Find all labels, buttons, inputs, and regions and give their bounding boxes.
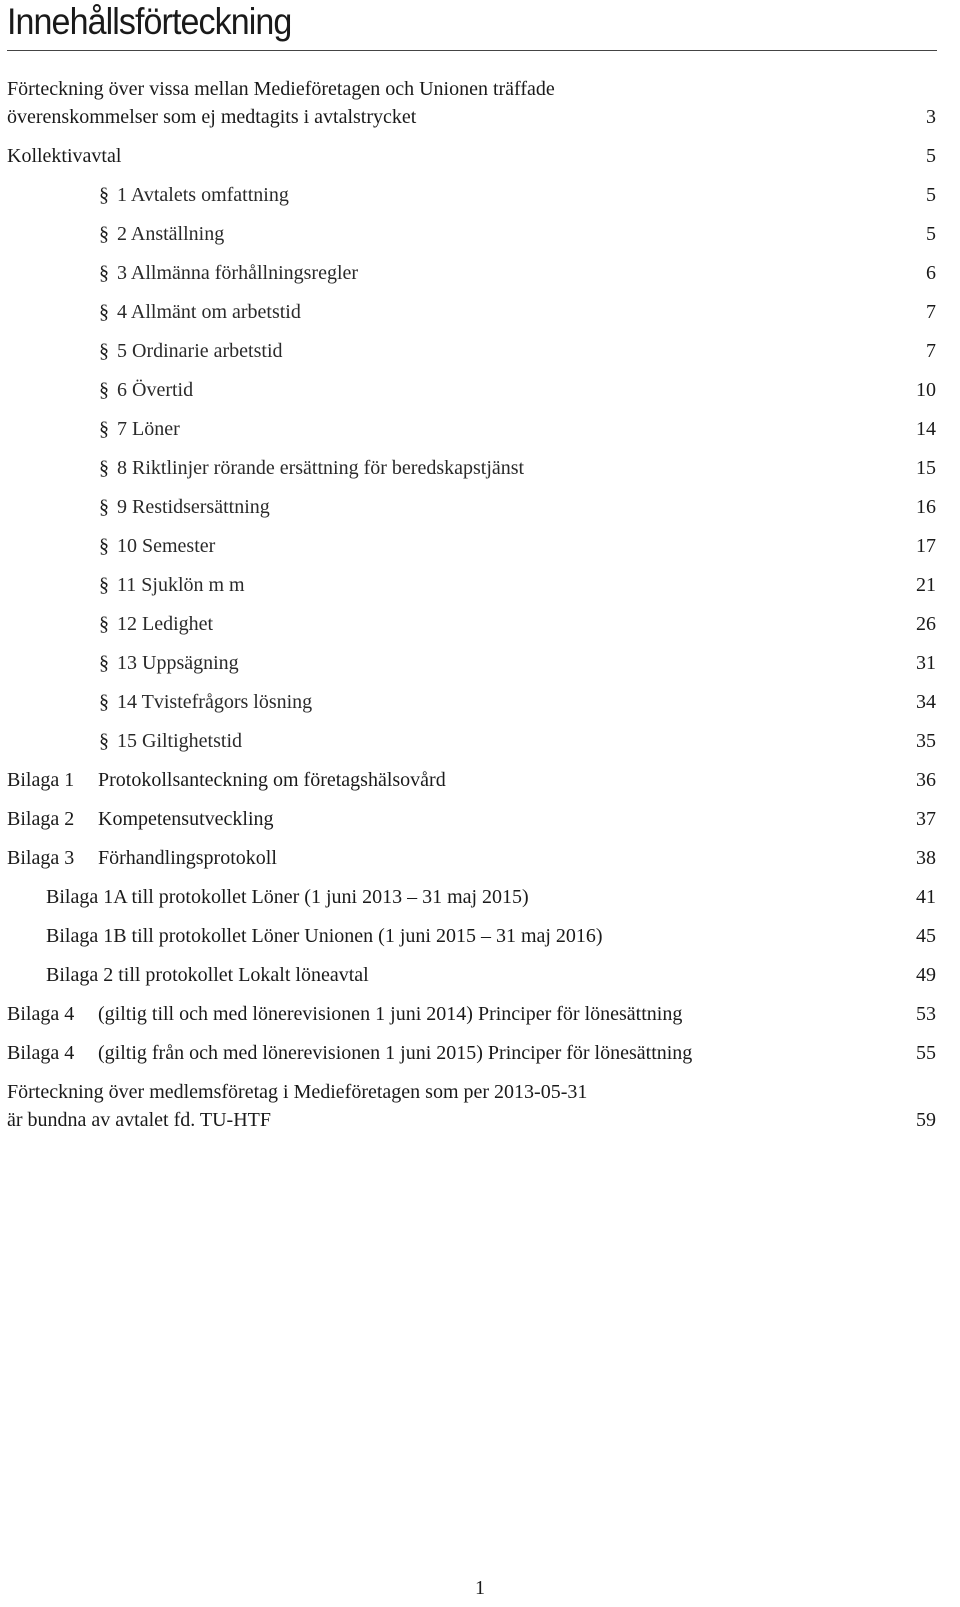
- toc-entry-section[interactable]: [0, 298, 960, 328]
- entry-page-number: 17: [916, 535, 936, 557]
- entry-page-number: 55: [916, 1042, 936, 1064]
- toc-entry-section[interactable]: [0, 220, 960, 250]
- entry-page-number: 41: [916, 886, 936, 908]
- entry-label: 5 Ordinarie arbetstid: [117, 340, 283, 362]
- entry-label: 1 Avtalets omfattning: [117, 184, 289, 206]
- entry-label: 11 Sjuklön m m: [117, 574, 245, 596]
- section-sign-icon: §: [99, 184, 109, 206]
- entry-label: 14 Tvistefrågors lösning: [117, 691, 313, 713]
- entry-page-number: 35: [916, 730, 936, 752]
- section-sign-icon: §: [99, 418, 109, 440]
- toc-entry-sub-bilaga[interactable]: [0, 961, 960, 991]
- toc-entry-section[interactable]: [0, 493, 960, 523]
- section-sign-icon: §: [99, 496, 109, 518]
- entry-label: 15 Giltighetstid: [117, 730, 242, 752]
- entry-page-number: 14: [916, 418, 936, 440]
- entry-label-line2: är bundna av avtalet fd. TU-HTF: [7, 1109, 271, 1131]
- entry-label: 4 Allmänt om arbetstid: [117, 301, 301, 323]
- entry-label: Kollektivavtal: [7, 145, 122, 167]
- section-sign-icon: §: [99, 457, 109, 479]
- bilaga-prefix: Bilaga 1: [7, 769, 75, 791]
- entry-label: 3 Allmänna förhållningsregler: [117, 262, 359, 284]
- bilaga-prefix: Bilaga 4: [7, 1042, 75, 1064]
- entry-label: (giltig till och med lönerevisionen 1 juni 2014) Principer för lönesättning: [98, 1003, 683, 1025]
- toc-entry-bilaga[interactable]: [0, 844, 960, 874]
- entry-label: 10 Semester: [117, 535, 216, 557]
- section-sign-icon: §: [99, 574, 109, 596]
- toc-entry-preamble[interactable]: [0, 75, 960, 133]
- section-sign-icon: §: [99, 730, 109, 752]
- section-sign-icon: §: [99, 613, 109, 635]
- entry-page-number: 49: [916, 964, 936, 986]
- entry-label: Kompetensutveckling: [98, 808, 274, 830]
- page-title: Innehållsförteckning: [7, 1, 292, 42]
- entry-label: Bilaga 1A till protokollet Löner (1 juni 2013 – 31 maj 2015): [46, 886, 529, 908]
- toc-entry-sub-bilaga[interactable]: [0, 922, 960, 952]
- entry-page-number: 37: [916, 808, 936, 830]
- entry-page-number: 10: [916, 379, 936, 401]
- toc-entry-section[interactable]: [0, 454, 960, 484]
- entry-page-number: 31: [916, 652, 936, 674]
- bilaga-prefix: Bilaga 3: [7, 847, 75, 869]
- toc-entry-bilaga[interactable]: [0, 1000, 960, 1030]
- title-divider: [7, 50, 937, 51]
- section-sign-icon: §: [99, 691, 109, 713]
- entry-page-number: 36: [916, 769, 936, 791]
- toc-entry-section[interactable]: [0, 727, 960, 757]
- toc-entry-bilaga[interactable]: [0, 766, 960, 796]
- entry-label: (giltig från och med lönerevisionen 1 juni 2015) Principer för lönesättning: [98, 1042, 693, 1064]
- entry-label: 9 Restidsersättning: [117, 496, 270, 518]
- entry-page-number: 26: [916, 613, 936, 635]
- entry-label-line1: Förteckning över medlemsföretag i Medieföretagen som per 2013-05-31: [7, 1081, 588, 1103]
- entry-page-number: 7: [926, 340, 936, 362]
- entry-label: 8 Riktlinjer rörande ersättning för beredskapstjänst: [117, 457, 525, 479]
- section-sign-icon: §: [99, 301, 109, 323]
- section-sign-icon: §: [99, 535, 109, 557]
- section-sign-icon: §: [99, 379, 109, 401]
- toc-entry-sub-bilaga[interactable]: [0, 883, 960, 913]
- section-sign-icon: §: [99, 340, 109, 362]
- toc-entry-section[interactable]: [0, 337, 960, 367]
- toc-entry-bilaga[interactable]: [0, 805, 960, 835]
- entry-page-number: 5: [926, 184, 936, 206]
- entry-label: 6 Övertid: [117, 379, 194, 401]
- section-sign-icon: §: [99, 652, 109, 674]
- toc-entry-section[interactable]: [0, 181, 960, 211]
- entry-label-line2: överenskommelser som ej medtagits i avtalstrycket: [7, 106, 417, 128]
- entry-page-number: 6: [926, 262, 936, 284]
- entry-page-number: 5: [926, 145, 936, 167]
- entry-label: 12 Ledighet: [117, 613, 214, 635]
- toc-entry-member-list[interactable]: [0, 1078, 960, 1136]
- toc-entry-section[interactable]: [0, 532, 960, 562]
- toc-entry-section[interactable]: [0, 415, 960, 445]
- entry-label: 13 Uppsägning: [117, 652, 239, 674]
- toc-entry-kollektivavtal[interactable]: [0, 142, 960, 172]
- entry-page-number: 38: [916, 847, 936, 869]
- section-sign-icon: §: [99, 223, 109, 245]
- toc-entry-bilaga[interactable]: [0, 1039, 960, 1069]
- entry-page-number: 53: [916, 1003, 936, 1025]
- entry-label: Protokollsanteckning om företagshälsovård: [98, 769, 446, 791]
- toc-entry-section[interactable]: [0, 259, 960, 289]
- bilaga-prefix: Bilaga 4: [7, 1003, 75, 1025]
- entry-page-number: 16: [916, 496, 936, 518]
- section-sign-icon: §: [99, 262, 109, 284]
- entry-page-number: 34: [916, 691, 936, 713]
- toc-entry-section[interactable]: [0, 571, 960, 601]
- toc-entry-section[interactable]: [0, 688, 960, 718]
- toc-entry-section[interactable]: [0, 376, 960, 406]
- entry-label: Bilaga 1B till protokollet Löner Unionen (1 juni 2015 – 31 maj 2016): [46, 925, 603, 947]
- entry-page-number: 15: [916, 457, 936, 479]
- entry-label: 2 Anställning: [117, 223, 225, 245]
- entry-page-number: 59: [916, 1109, 936, 1131]
- entry-page-number: 5: [926, 223, 936, 245]
- bilaga-prefix: Bilaga 2: [7, 808, 75, 830]
- entry-page-number: 3: [926, 106, 936, 128]
- entry-label: Bilaga 2 till protokollet Lokalt löneavtal: [46, 964, 369, 986]
- entry-label-line1: Förteckning över vissa mellan Medieföretagen och Unionen träffade: [7, 78, 555, 100]
- entry-label: 7 Löner: [117, 418, 180, 440]
- entry-page-number: 7: [926, 301, 936, 323]
- entry-label: Förhandlingsprotokoll: [98, 847, 277, 869]
- entry-page-number: 21: [916, 574, 936, 596]
- toc-entry-section[interactable]: [0, 649, 960, 679]
- toc-entry-section[interactable]: [0, 610, 960, 640]
- entry-page-number: 45: [916, 925, 936, 947]
- page-number: 1: [475, 1577, 485, 1599]
